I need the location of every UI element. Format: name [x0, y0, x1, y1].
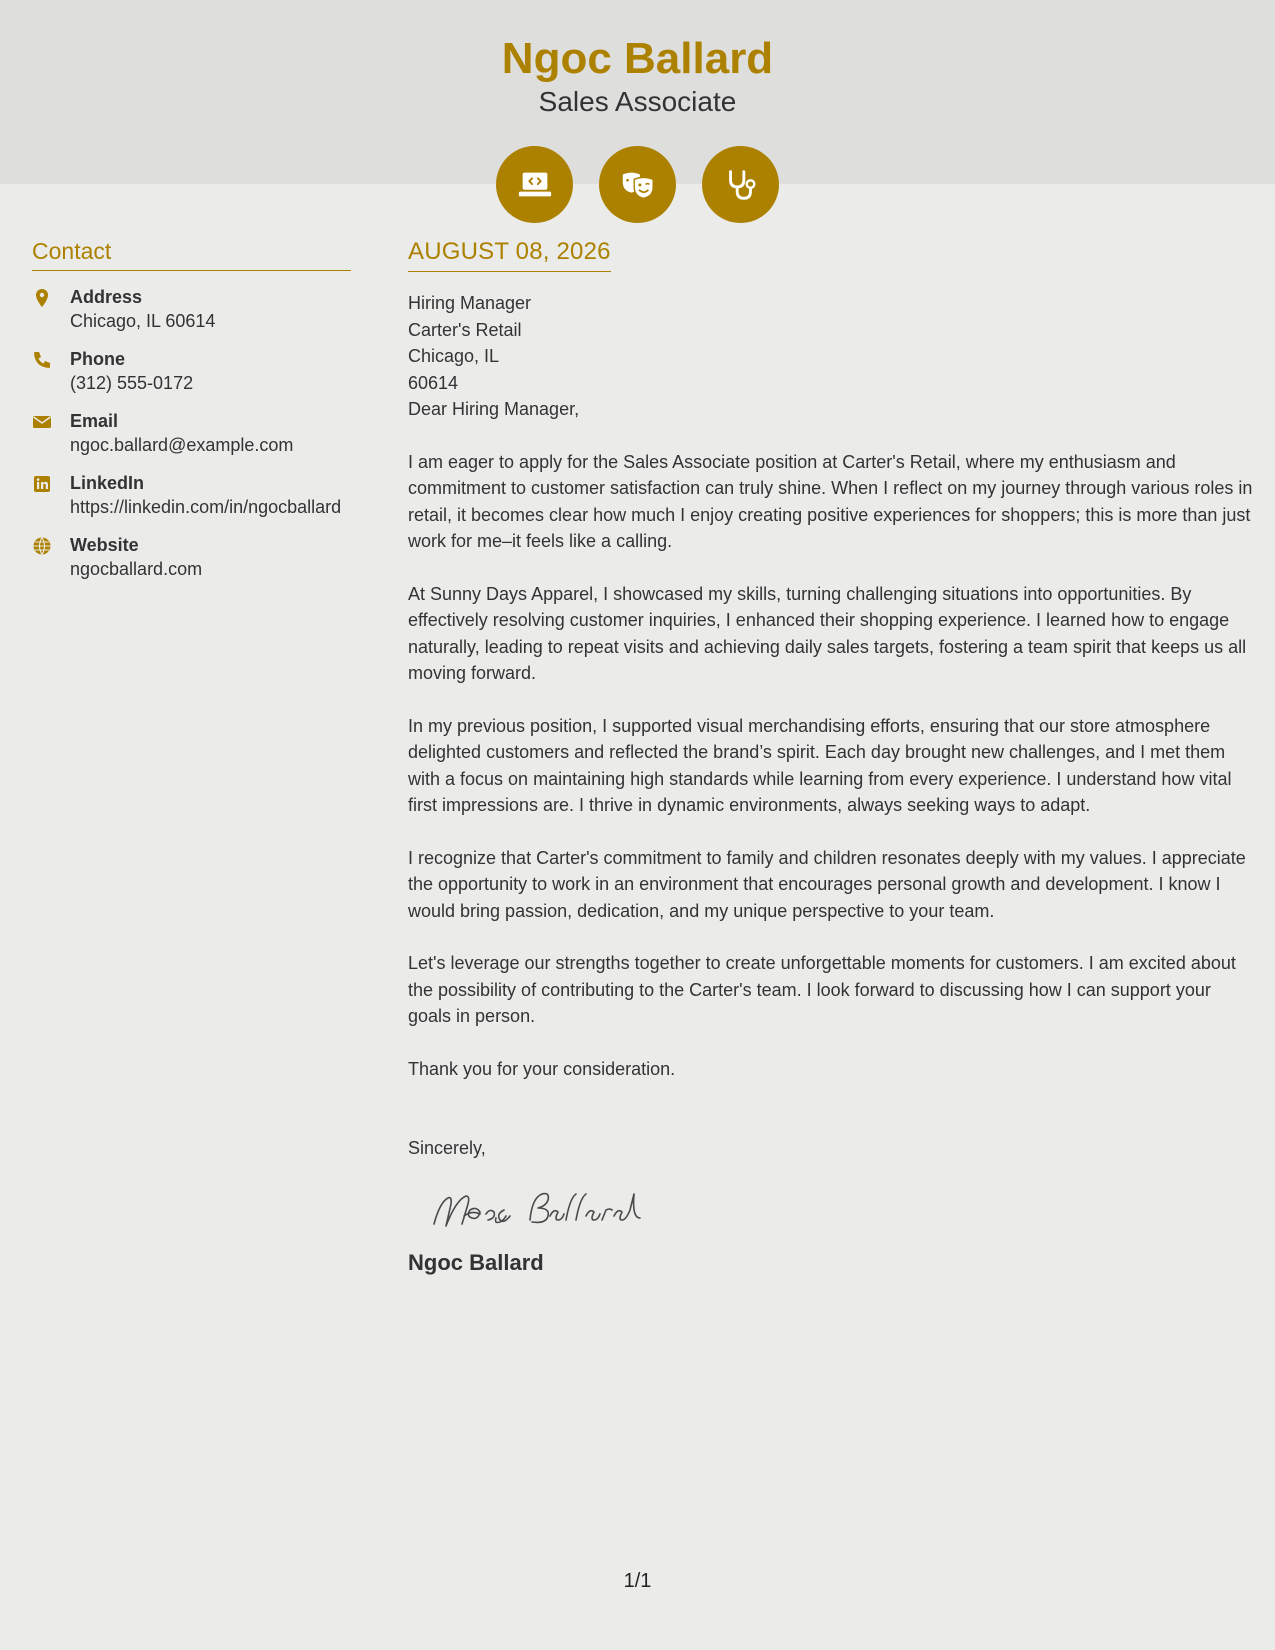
envelope-icon — [32, 409, 70, 457]
paragraph: In my previous position, I supported visual merchandising efforts, ensuring that our store atmosphere delighted customers and reflected the brand’s spirit. Each day brought new challenges, and I met them with a focus on maintaining high standards while learning from every experience. I understand how vital first impressions are. I thrive in dynamic environments, always seeking ways to adapt. — [408, 715, 1232, 815]
applicant-name: Ngoc Ballard — [501, 34, 774, 83]
paragraph: At Sunny Days Apparel, I showcased my skills, turning challenging situations into opportunities. By effectively resolving customer inquiries, I enhanced their shopping experience. I learned how to engage naturally, leading to repeat visits and achieving daily sales targets, fostering a team spirit that keeps us all moving forward. — [408, 583, 1247, 683]
job-title: Sales Associate — [538, 86, 737, 117]
linkedin-icon — [32, 471, 70, 519]
recipient-line: Hiring Manager — [408, 293, 532, 313]
paragraph: I am eager to apply for the Sales Associate position at Carter's Retail, where my enthusiasm and commitment to customer satisfaction can truly shine. When I reflect on my journey through various roles in retail, it becomes clear how much I enjoy creating positive experiences for shoppers; this is more than just work for me–it feels like a calling. — [408, 451, 1253, 551]
address-value: Chicago, IL 60614 — [70, 311, 216, 331]
website-value[interactable]: ngocballard.com — [70, 559, 203, 579]
recipient-line: Chicago, IL — [408, 346, 500, 366]
phone-label: Phone — [70, 349, 126, 369]
letter-body — [408, 238, 1253, 1276]
phone-value: (312) 555-0172 — [70, 373, 194, 393]
paragraph: I recognize that Carter's commitment to family and children resonates deeply with my values. I appreciate the opportunity to work in an environment that encourages personal growth and development. I know I would bring passion, dedication, and my unique perspective to your team. — [408, 847, 1246, 921]
closing-line: Sincerely, — [408, 1138, 486, 1158]
contact-website — [32, 533, 351, 581]
email-value[interactable]: ngoc.ballard@example.com — [70, 435, 294, 455]
signature-image — [430, 1180, 1253, 1236]
website-label: Website — [70, 535, 139, 555]
recipient-block — [408, 290, 1253, 396]
contact-phone — [32, 347, 351, 395]
recipient-line: 60614 — [408, 372, 459, 393]
theater-masks-icon — [599, 146, 676, 223]
phone-icon — [32, 347, 70, 395]
globe-icon — [32, 533, 70, 581]
contact-sidebar — [32, 238, 351, 595]
contact-list — [32, 285, 351, 581]
contact-address — [32, 285, 351, 333]
address-label: Address — [70, 287, 143, 307]
contact-heading: Contact — [32, 238, 351, 271]
letter-date: AUGUST 08, 2026 — [408, 238, 611, 272]
map-pin-icon — [32, 285, 70, 333]
paragraph: Let's leverage our strengths together to create unforgettable moments for customers. I am excited about the possibility of contributing to the Carter's team. I look forward to discussing how I can support your goals in person. — [408, 953, 1236, 1026]
contact-email — [32, 409, 351, 457]
interest-icons — [496, 146, 779, 222]
salutation: Dear Hiring Manager, — [408, 399, 580, 419]
page-number: 1/1 — [623, 1570, 652, 1592]
linkedin-value[interactable]: https://linkedin.com/in/ngocballard — [70, 497, 342, 517]
stethoscope-icon — [702, 146, 779, 223]
recipient-line: Carter's Retail — [408, 319, 522, 340]
thanks-line: Thank you for your consideration. — [408, 1058, 676, 1079]
signed-name: Ngoc Ballard — [408, 1249, 544, 1275]
linkedin-label: LinkedIn — [70, 473, 145, 493]
laptop-code-icon — [496, 146, 573, 223]
email-label: Email — [70, 411, 119, 431]
contact-linkedin — [32, 471, 351, 519]
